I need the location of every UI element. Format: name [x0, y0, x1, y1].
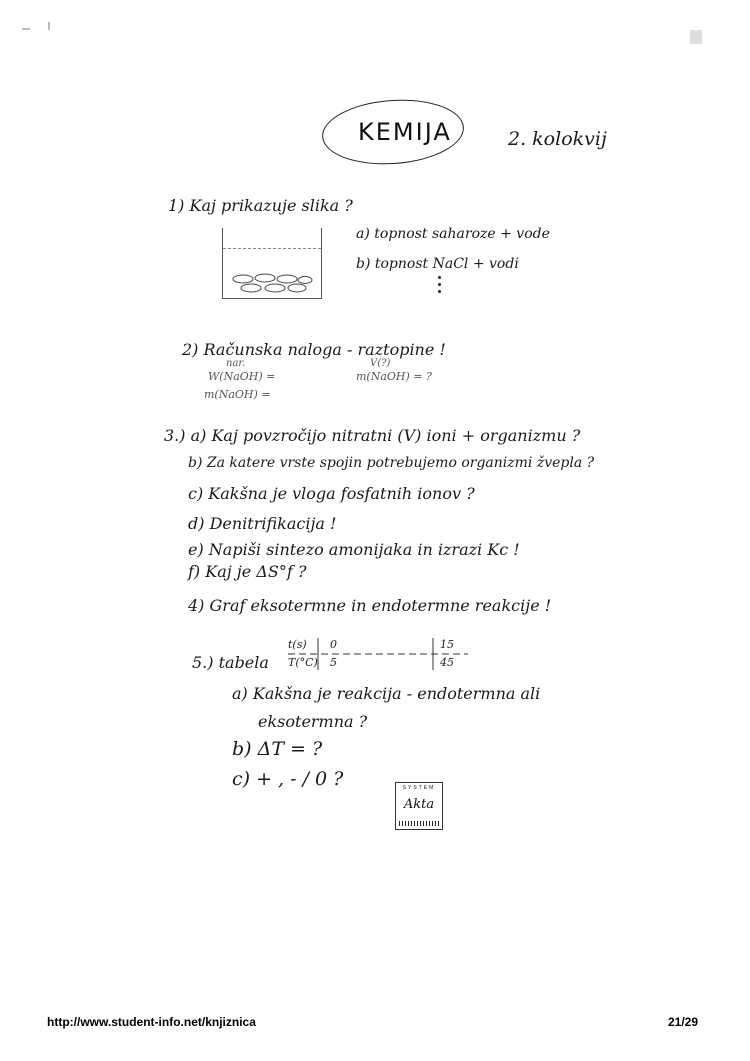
- table-row2-last: 45: [440, 656, 454, 669]
- table-row1-last: 15: [440, 638, 454, 651]
- question-1-option-a: a) topnost saharoze + vode: [356, 226, 550, 242]
- footer-page-number: 21/29: [668, 1015, 699, 1029]
- question-5b: b) ΔT = ?: [232, 738, 323, 760]
- footer-url: http://www.student-info.net/knjiznica: [47, 1015, 256, 1029]
- scan-speck: [22, 28, 30, 30]
- scan-speck: [690, 30, 702, 44]
- question-1-option-b: b) topnost NaCl + vodi: [356, 256, 519, 272]
- question-4: 4) Graf eksotermne in endotermne reakcije !: [188, 596, 552, 615]
- page-subtitle: 2. kolokvij: [508, 128, 607, 150]
- question-1: 1) Kaj prikazuje slika ?: [168, 196, 353, 215]
- question-3c: c) Kakšna je vloga fosfatnih ionov ?: [188, 484, 475, 503]
- continuation-dots: [438, 276, 442, 297]
- question-3e: e) Napiši sintezo amonijaka in izrazi Kc !: [188, 540, 520, 559]
- table-row1-header: t(s): [288, 638, 307, 651]
- question-5a-line2: eksotermna ?: [258, 712, 368, 731]
- question-2: 2) Računska naloga - raztopine !: [182, 340, 446, 359]
- stamp-logo: [395, 782, 443, 830]
- question-3f: f) Kaj je ΔS°f ?: [188, 562, 307, 581]
- beaker-sediment: [229, 272, 315, 294]
- scan-speck: [48, 22, 50, 30]
- question-5a-line1: a) Kakšna je reakcija - endotermna ali: [232, 684, 541, 703]
- question-3a: 3.) a) Kaj povzročijo nitratni (V) ioni + organizmu ?: [164, 426, 581, 445]
- question-2-rhs-superscript: V(?): [370, 358, 391, 369]
- question-2-w-label: W(NaOH) =: [208, 370, 276, 383]
- question-5-label: 5.) tabela: [192, 653, 269, 672]
- page-title: KEMIJA: [358, 118, 452, 146]
- table-row2-header: T(°C): [288, 656, 318, 669]
- question-5c: c) + , - / 0 ?: [232, 768, 344, 790]
- stamp-barcode: [399, 821, 439, 826]
- question-3d: d) Denitrifikacija !: [188, 514, 337, 533]
- beaker-drawing: [222, 228, 322, 299]
- table-row1-first: 0: [330, 638, 337, 651]
- stamp-top-text: SYSTEM: [402, 785, 436, 791]
- table-row2-first: 5: [330, 656, 337, 669]
- question-3b: b) Za katere vrste spojin potrebujemo organizmi žvepla ?: [188, 455, 595, 471]
- question-2-m-label: m(NaOH) =: [204, 388, 271, 401]
- question-2-rhs: m(NaOH) = ?: [356, 370, 432, 383]
- stamp-mid-text: Akta: [403, 797, 435, 812]
- beaker-liquid-line: [223, 248, 321, 249]
- question-2-w-superscript: nar.: [226, 358, 246, 369]
